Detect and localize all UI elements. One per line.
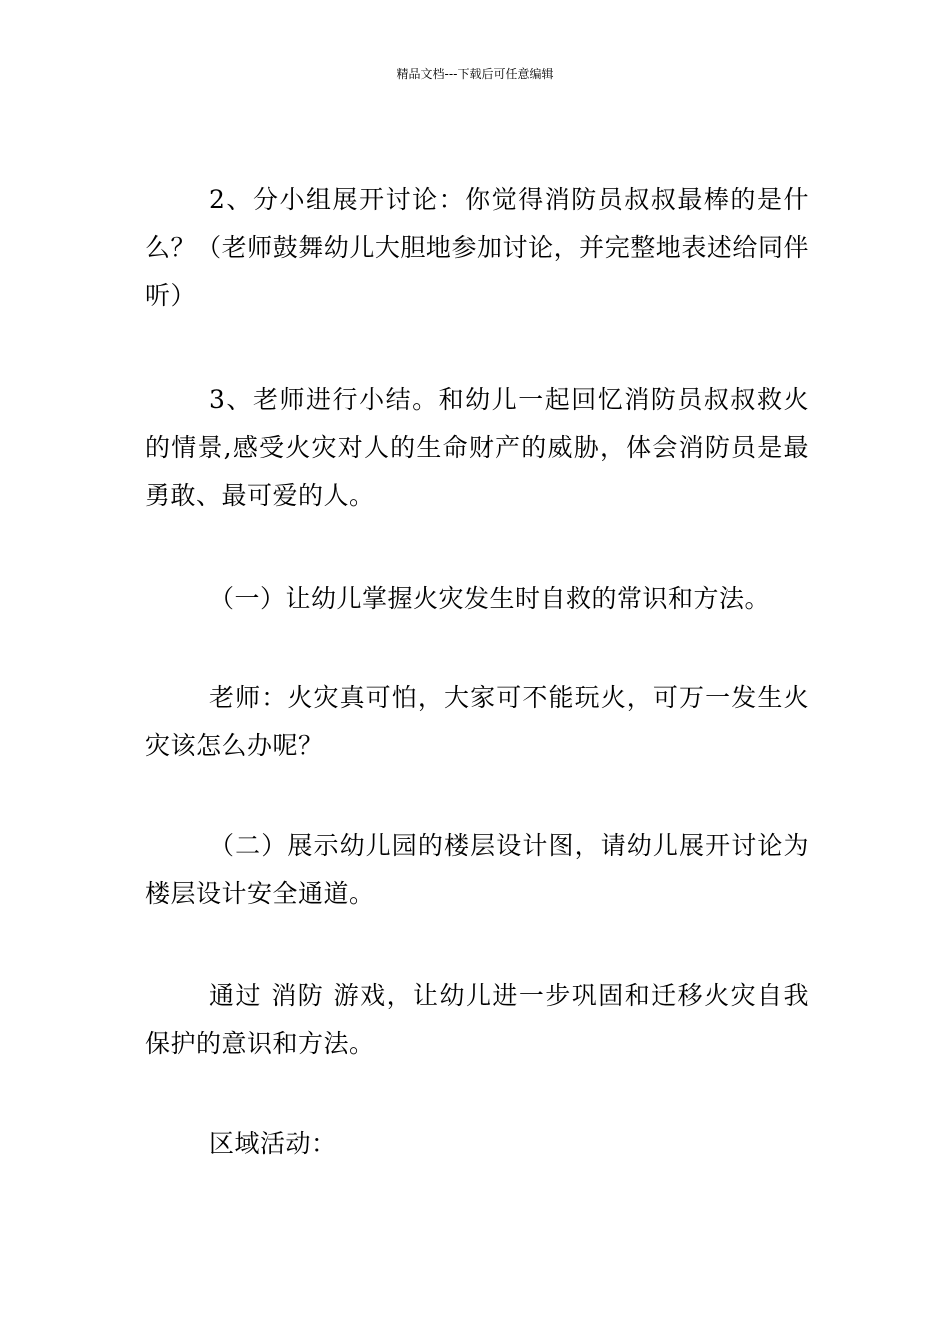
paragraph-fire-game: 通过 消防 游戏，让幼儿进一步巩固和迁移火灾自我保护的意识和方法。: [145, 981, 809, 1058]
paragraph-self-rescue: （一）让幼儿掌握火灾发生时自救的常识和方法。: [209, 584, 771, 613]
paragraph-area-activity: 区域活动：: [209, 1129, 337, 1158]
page-header: 精品文档---下载后可任意编辑: [396, 67, 554, 81]
paragraph-group-discussion: 2、分小组展开讨论：你觉得消防员叔叔最棒的是什么？（老师鼓舞幼儿大胆地参加讨论，并完整地表述给同伴听）: [145, 185, 809, 310]
paragraph-teacher-summary: 3、老师进行小结。和幼儿一起回忆消防员叔叔救火的情景,感受火灾对人的生命财产的威胁，体会消防员是最勇敢、最可爱的人。: [145, 385, 809, 510]
paragraph-floor-plan: （二）展示幼儿园的楼层设计图，请幼儿展开讨论为楼层设计安全通道。: [145, 831, 809, 908]
paragraph-teacher-question: 老师：火灾真可怕，大家可不能玩火，可万一发生火灾该怎么办呢？: [145, 683, 809, 760]
